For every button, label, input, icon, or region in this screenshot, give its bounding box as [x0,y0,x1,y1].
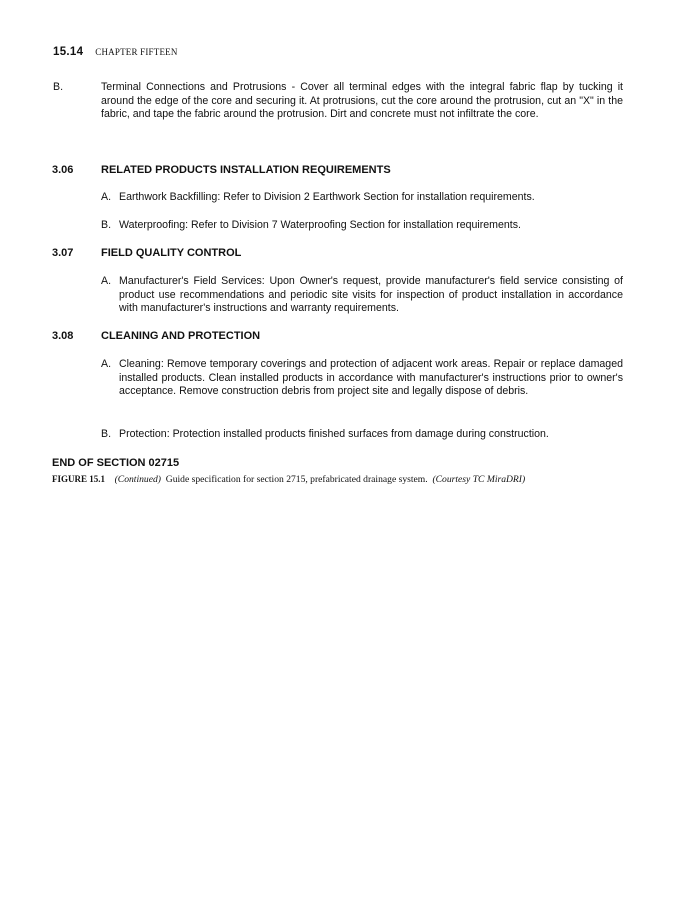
running-head [53,46,178,58]
paragraph-b-terminal-connections [53,81,623,122]
section-title: CLEANING AND PROTECTION [101,330,261,342]
section-number: 3.08 [52,330,74,342]
section-heading-3-07 [52,247,612,261]
list-item [101,275,623,316]
item-text: Earthwork Backfilling: Refer to Division 2 Earthwork Section for installation requirements. [119,191,535,203]
item-label: A. [101,358,112,370]
page-number: 15.14 [53,46,84,58]
chapter-title: CHAPTER FIFTEEN [95,47,178,57]
caption-text: Guide specification for section 2715, prefabricated drainage system. [165,474,428,485]
paragraph-text: Terminal Connections and Protrusions - Cover all terminal edges with the integral fabric flap by tucking it around the edge of the core and securing it. At protrusions, cut the core around the protrusion, cut an "X" in the fabric, and tape the fabric around the protrusion. Dirt and concrete must not infiltrate the core. [101,81,623,121]
item-label: A. [101,275,112,287]
item-label: B. [101,428,112,440]
section-title: FIELD QUALITY CONTROL [101,247,242,259]
item-label: A. [101,191,112,203]
end-of-section: END OF SECTION 02715 [52,457,180,469]
item-text: Manufacturer's Field Services: Upon Owner's request, provide manufacturer's field service consisting of product use recommendations and periodic site visits for inspection of product installation in accordance with manufacturer's instructions and warranty requirements. [119,275,623,315]
figure-label: FIGURE 15.1 [52,474,106,484]
item-text: Cleaning: Remove temporary coverings and protection of adjacent work areas. Repair or replace damaged installed products. Clean installed products in accordance with manufacturer's instructions prior to owner's acceptance. Remove construction debris from project site and legally dispose of debris. [119,358,623,398]
section-heading-3-06 [52,164,612,178]
caption-courtesy: (Courtesy TC MiraDRI) [432,474,526,485]
list-item [101,191,624,205]
section-title: RELATED PRODUCTS INSTALLATION REQUIREMENTS [101,164,391,176]
figure-caption [52,474,525,485]
item-label: B. [101,219,112,231]
section-heading-3-08 [52,330,612,344]
section-number: 3.07 [52,247,74,259]
list-item [101,358,623,399]
item-text: Waterproofing: Refer to Division 7 Waterproofing Section for installation requirements. [119,219,521,231]
section-number: 3.06 [52,164,74,176]
list-item [101,428,623,442]
caption-continued: (Continued) [114,474,161,485]
list-item [101,219,624,233]
item-text: Protection: Protection installed products finished surfaces from damage during construction. [119,428,549,440]
paragraph-label: B. [53,81,64,93]
